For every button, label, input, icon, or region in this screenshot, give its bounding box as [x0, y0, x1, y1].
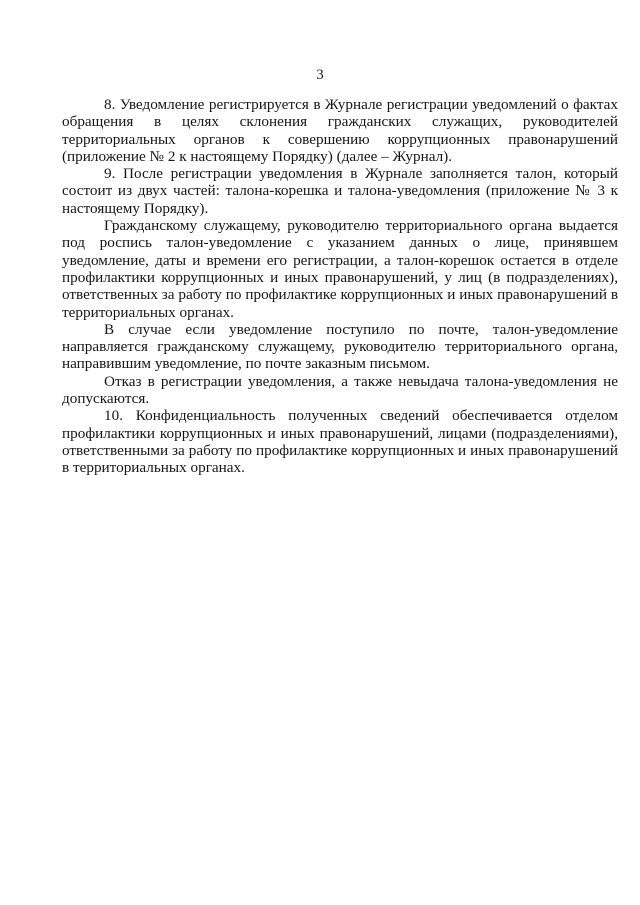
document-body — [62, 96, 618, 477]
paragraph-ticket-issue: Гражданскому служащему, руководителю территориального органа выдается под роспись талон-уведомление с указанием данных о лице, принявшем уведомление, даты и времени его регистрации, а талон-корешок остается в отделе профилактики коррупционных и иных правонарушений, у лиц (в подразделениях), ответственных за работу по профилактике коррупционных и иных правонарушений в территориальных органах. — [62, 217, 618, 321]
paragraph-mail-delivery: В случае если уведомление поступило по почте, талон-уведомление направляется гражданскому служащему, руководителю территориального органа, направившим уведомление, по почте заказным письмом. — [62, 320, 618, 373]
page-number: 3 — [316, 67, 324, 83]
paragraph-refusal-prohibited: Отказ в регистрации уведомления, а также невыдача талона-уведомления не допускаются. — [62, 372, 618, 408]
paragraph-ticket-filling: 9. После регистрации уведомления в Журнале заполняется талон, который состоит из двух частей: талона-корешка и талона-уведомления (приложение № 3 к настоящему Порядку). — [62, 165, 618, 217]
paragraph-confidentiality: 10. Конфиденциальность полученных сведений обеспечивается отделом профилактики коррупционных и иных правонарушений, лицами (подразделениями), ответственными за работу по профилактике коррупционных и иных правонарушений в территориальных органах. — [62, 407, 618, 477]
paragraph-registration-journal: 8. Уведомление регистрируется в Журнале регистрации уведомлений о фактах обращения в целях склонения гражданских служащих, руководителей территориальных органов к совершению коррупционных правонарушений (приложение № 2 к настоящему Порядку) (далее – Журнал). — [62, 96, 618, 165]
